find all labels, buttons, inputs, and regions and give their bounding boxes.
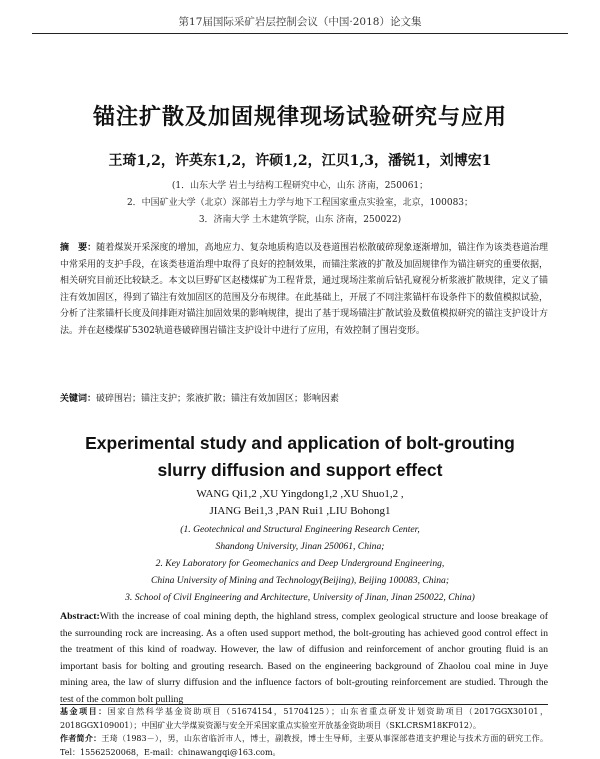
english-author-line: WANG Qi1,2 ,XU Yingdong1,2 ,XU Shuo1,2 , <box>196 488 404 500</box>
english-abstract-text: With the increase of coal mining depth, the highland stress, complex geological structure and loose breakage of the surrounding rock are increasing. As a often used support method, the bolt-grouting has achieved good control effect in the treatment of this kind of roadway. However, the law of diffusion and reinforcement of anchor grouting fluid is an important basis for bolting and grouting research. Based on the engineering background of Zhaolou coal mine in Juye mining area, the law of slurry diffusion and the influence factors of bolt-grouting reinforcement are studied. Through the test of the common bolt pulling <box>60 611 548 705</box>
footnotes <box>60 705 548 759</box>
header-rule <box>32 33 568 34</box>
chinese-affiliation-line: 3．济南大学 土木建筑学院，山东 济南，250022) <box>198 215 402 225</box>
author-footnote <box>60 732 548 759</box>
chinese-affiliation-line: (1．山东大学 岩土与结构工程研究中心，山东 济南，250061； <box>171 181 429 191</box>
english-authors <box>0 486 600 520</box>
author-footnote-text: 王琦（1983－），男，山东省临沂市人，博士，副教授，博士生导师，主要从事深部巷道支护理论与技术方面的研究工作。Tel：15562520068，E-mail：chinawangqi@163.com。 <box>60 734 549 757</box>
english-affiliations <box>0 521 600 606</box>
running-header: 第17届国际采矿岩层控制会议（中国·2018）论文集 <box>178 16 422 28</box>
english-affiliation-line: Shandong University, Jinan 250061, China; <box>215 541 385 552</box>
english-affiliation-line: 2. Key Laboratory for Geomechanics and Deep Underground Engineering, <box>155 558 445 569</box>
chinese-keywords <box>60 391 548 407</box>
english-title-line: slurry diffusion and support effect <box>157 460 443 480</box>
english-abstract-label: Abstract: <box>60 611 100 622</box>
chinese-keywords-label: 关键词： <box>60 394 97 404</box>
chinese-abstract-label: 摘 要： <box>60 243 97 253</box>
fund-footnote <box>60 705 548 732</box>
chinese-abstract-text: 随着煤炭开采深度的增加，高地应力、复杂地质构造以及巷道围岩松散破碎现象逐渐增加，锚注作为该类巷道治理中常采用的支护手段，在该类巷道治理中取得了良好的控制效果，而锚注浆液的扩散及加固规律作为锚注研究的重要依据，相关研究目前还比较缺乏。本文以巨野矿区赵楼煤矿为工程背景，通过现场注浆前后钻孔窥视分析浆液扩散规律，定义了锚注有效加固区，得到了锚注有效加固区的范围及分布规律。在此基础上，开展了不同注浆锚杆布设条件下的数值模拟试验，分析了注浆锚杆长度及间排距对锚注加固效果的影响规律，提出了基于现场锚注扩散试验及数值模拟研究的锚注支护设计方法。并在赵楼煤矿5302轨道巷破碎围岩锚注支护设计中进行了应用，有效控制了围岩变形。 <box>60 243 548 336</box>
english-abstract <box>60 609 548 708</box>
english-title-line: Experimental study and application of bolt-grouting <box>85 433 515 453</box>
chinese-abstract <box>60 240 548 339</box>
fund-footnote-text: 国家自然科学基金资助项目（51674154，51704125）；山东省重点研发计划资助项目（2017GGX30101，2018GGX109001）；中国矿业大学煤炭资源与安全开采国家重点实验室开放基金资助项目（SKLCRSM18KF012）。 <box>60 707 548 730</box>
author-footnote-label: 作者简介： <box>60 733 102 744</box>
chinese-title: 锚注扩散及加固规律现场试验研究与应用 <box>92 104 507 130</box>
english-affiliation-line: 3. School of Civil Engineering and Architecture, University of Jinan, Jinan 250022, China) <box>125 592 475 603</box>
english-author-line: JIANG Bei1,3 ,PAN Rui1 ,LIU Bohong1 <box>209 505 391 517</box>
english-title <box>0 430 600 484</box>
chinese-affiliation-line: 2．中国矿业大学（北京）深部岩土力学与地下工程国家重点实验室，北京，100083； <box>126 198 474 208</box>
chinese-keywords-text: 破碎围岩；锚注支护；浆液扩散；锚注有效加固区；影响因素 <box>96 394 340 404</box>
english-affiliation-line: (1. Geotechnical and Structural Engineering Research Center, <box>180 524 420 535</box>
chinese-affiliations <box>0 178 600 229</box>
fund-footnote-label: 基金项目： <box>60 706 108 716</box>
chinese-authors: 王琦1,2，许英东1,2，许硕1,2，江贝1,3，潘锐1，刘博宏1 <box>108 153 492 169</box>
english-affiliation-line: China University of Mining and Technology(Beijing), Beijing 100083, China; <box>150 575 450 586</box>
